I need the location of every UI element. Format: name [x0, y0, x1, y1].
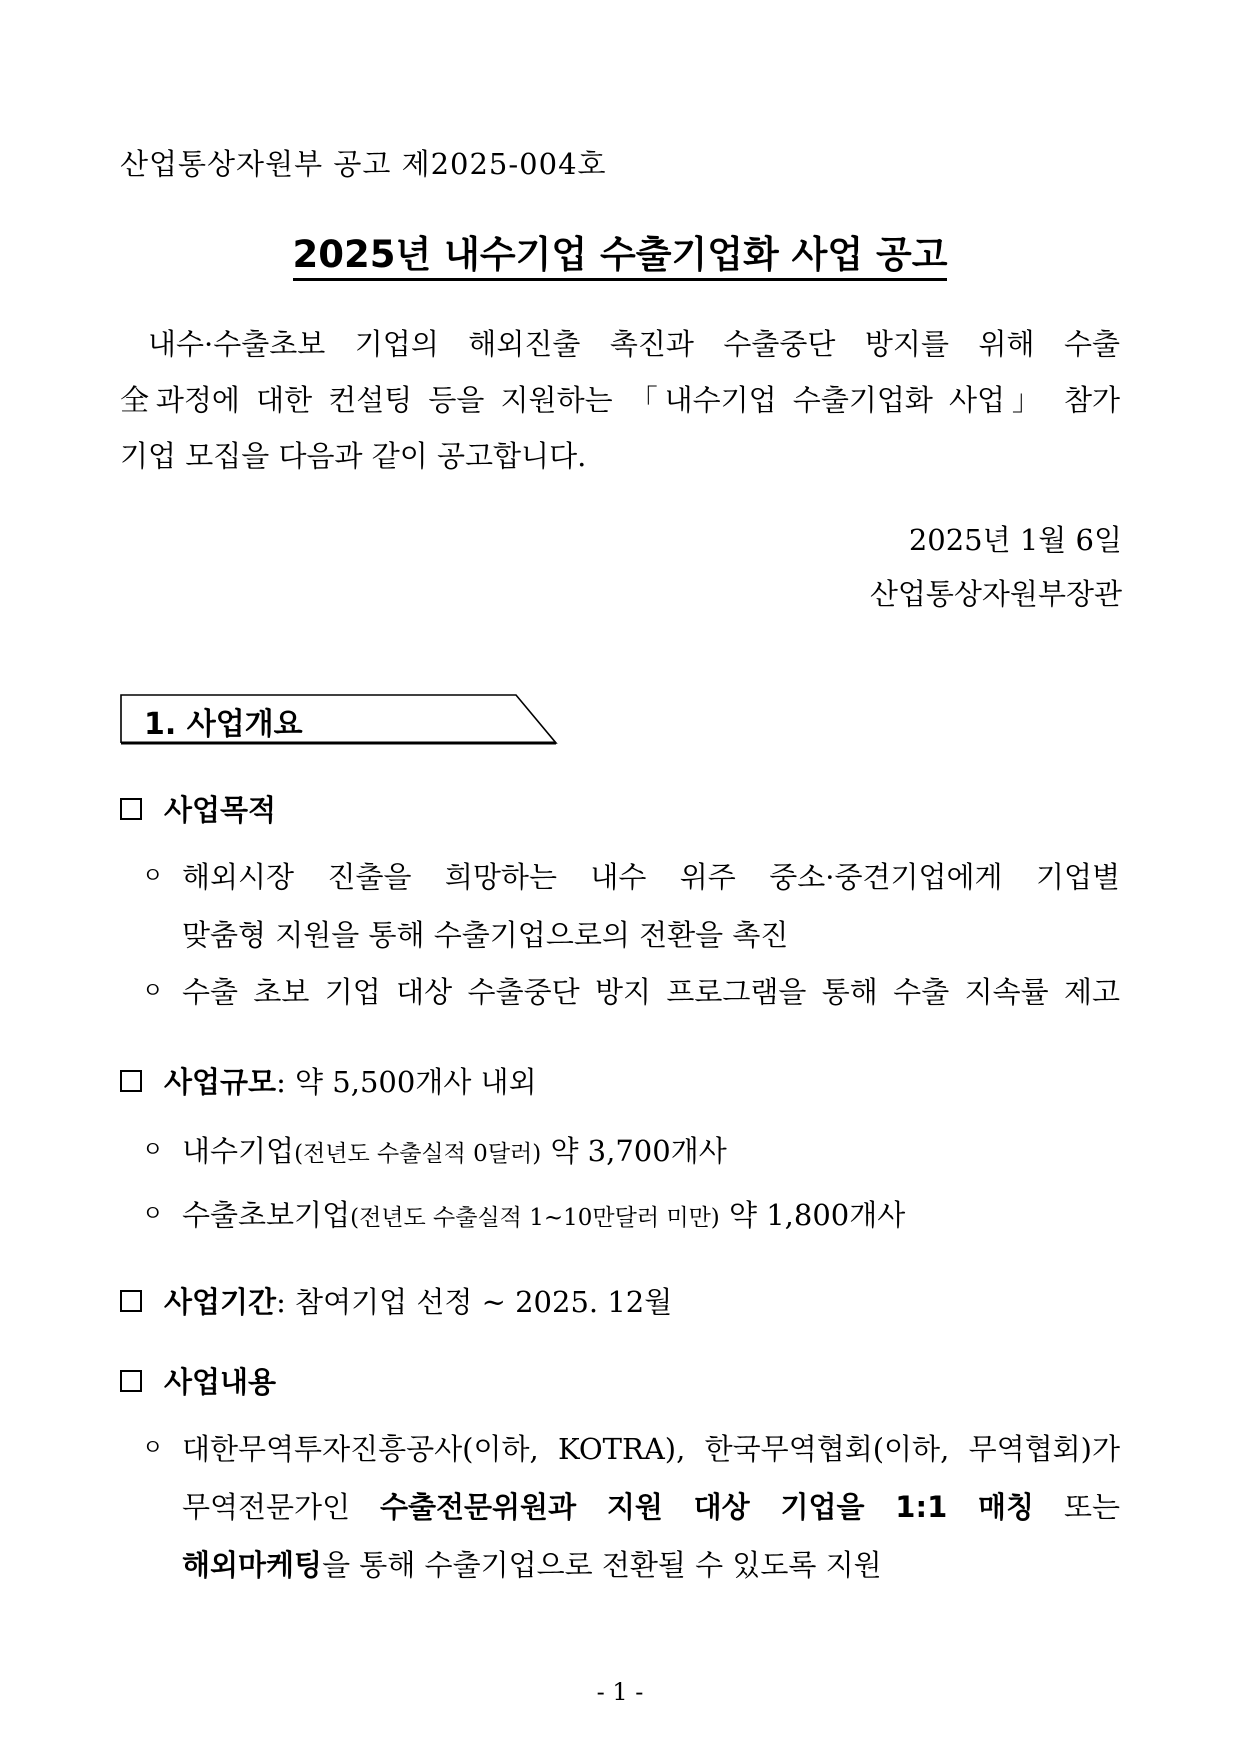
content-heading [120, 1360, 276, 1401]
scale-item-2-count: 약 1,800개사 [719, 1198, 906, 1232]
content-line-3-bold: 해외마케팅 [182, 1548, 323, 1582]
content-line-2-pre: 무역전문가인 [182, 1490, 380, 1524]
purpose-bullet-1-line-2: 맞춤형 지원을 통해 수출기업으로의 전환을 촉진 [182, 918, 789, 952]
scale-item-1-note: (전년도 수출실적 0달러) [294, 1141, 542, 1167]
intro-paragraph [120, 316, 1120, 484]
purpose-label: 사업목적 [164, 793, 277, 827]
checkbox-square-icon [120, 1070, 142, 1092]
issue-date: 2025년 1월 6일 [908, 523, 1122, 557]
content-line-3 [182, 1536, 1120, 1594]
purpose-bullet-2-text: 수출 초보 기업 대상 수출중단 방지 프로그램을 통해 수출 지속률 제고 [182, 975, 1120, 1009]
scale-item-2-note: (전년도 수출실적 1~10만달러 미만) [350, 1205, 720, 1231]
scale-item-1-label: 내수기업 [182, 1134, 295, 1168]
scale-item-2-label: 수출초보기업 [182, 1198, 351, 1232]
circle-bullet-icon: ㅇ [142, 979, 164, 1004]
circle-bullet-icon: ㅇ [142, 864, 164, 889]
circle-bullet-icon: ㅇ [142, 1138, 164, 1163]
intro-line-3: 기업 모집을 다음과 같이 공고합니다. [120, 439, 587, 473]
purpose-bullet-2 [142, 963, 1120, 1021]
content-label: 사업내용 [164, 1365, 277, 1399]
scale-label: 사업규모 [164, 1065, 277, 1099]
period-heading [120, 1280, 672, 1321]
purpose-bullet-1 [142, 848, 1120, 964]
checkbox-square-icon [120, 1290, 142, 1312]
notice-number: 산업통상자원부 공고 제2025-004호 [120, 147, 607, 181]
scale-value: : 약 5,500개사 내외 [276, 1065, 537, 1099]
content-line-2-bold: 수출전문위원과 지원 대상 기업을 1:1 매칭 [379, 1490, 1035, 1524]
page-number: - 1 - [596, 1678, 644, 1706]
circle-bullet-icon: ㅇ [142, 1202, 164, 1227]
checkbox-square-icon [120, 798, 142, 820]
intro-line-2: 全과정에 대한 컨설팅 등을 지원하는 「내수기업 수출기업화 사업」 참가 [120, 383, 1120, 417]
intro-line-1: 내수·수출초보 기업의 해외진출 촉진과 수출중단 방지를 위해 수출 [148, 327, 1120, 361]
content-line-2 [182, 1478, 1120, 1536]
period-label: 사업기간 [164, 1285, 277, 1319]
content-line-1: 대한무역투자진흥공사(이하, KOTRA), 한국무역협회(이하, 무역협회)가 [182, 1432, 1120, 1466]
circle-bullet-icon: ㅇ [142, 1436, 164, 1461]
section-heading-box [120, 693, 560, 745]
section-title: 1. 사업개요 [144, 707, 303, 742]
content-line-3-post: 을 통해 수출기업으로 전환될 수 있도록 지원 [322, 1548, 882, 1582]
scale-item-2 [142, 1186, 1120, 1247]
content-bullet [142, 1420, 1120, 1594]
purpose-bullet-1-line-1: 해외시장 진출을 희망하는 내수 위주 중소·중견기업에게 기업별 [182, 860, 1120, 894]
page-title-text: 2025년 내수기업 수출기업화 사업 공고 [293, 233, 948, 281]
content-line-2-post: 또는 [1034, 1490, 1120, 1524]
scale-heading [120, 1060, 537, 1101]
issuer: 산업통상자원부장관 [869, 577, 1122, 611]
checkbox-square-icon [120, 1370, 142, 1392]
scale-item-1-count: 약 3,700개사 [541, 1134, 727, 1168]
page-title [0, 224, 1240, 278]
period-value: : 참여기업 선정 ~ 2025. 12월 [276, 1285, 673, 1319]
purpose-heading [120, 788, 276, 829]
scale-item-1 [142, 1122, 1120, 1183]
